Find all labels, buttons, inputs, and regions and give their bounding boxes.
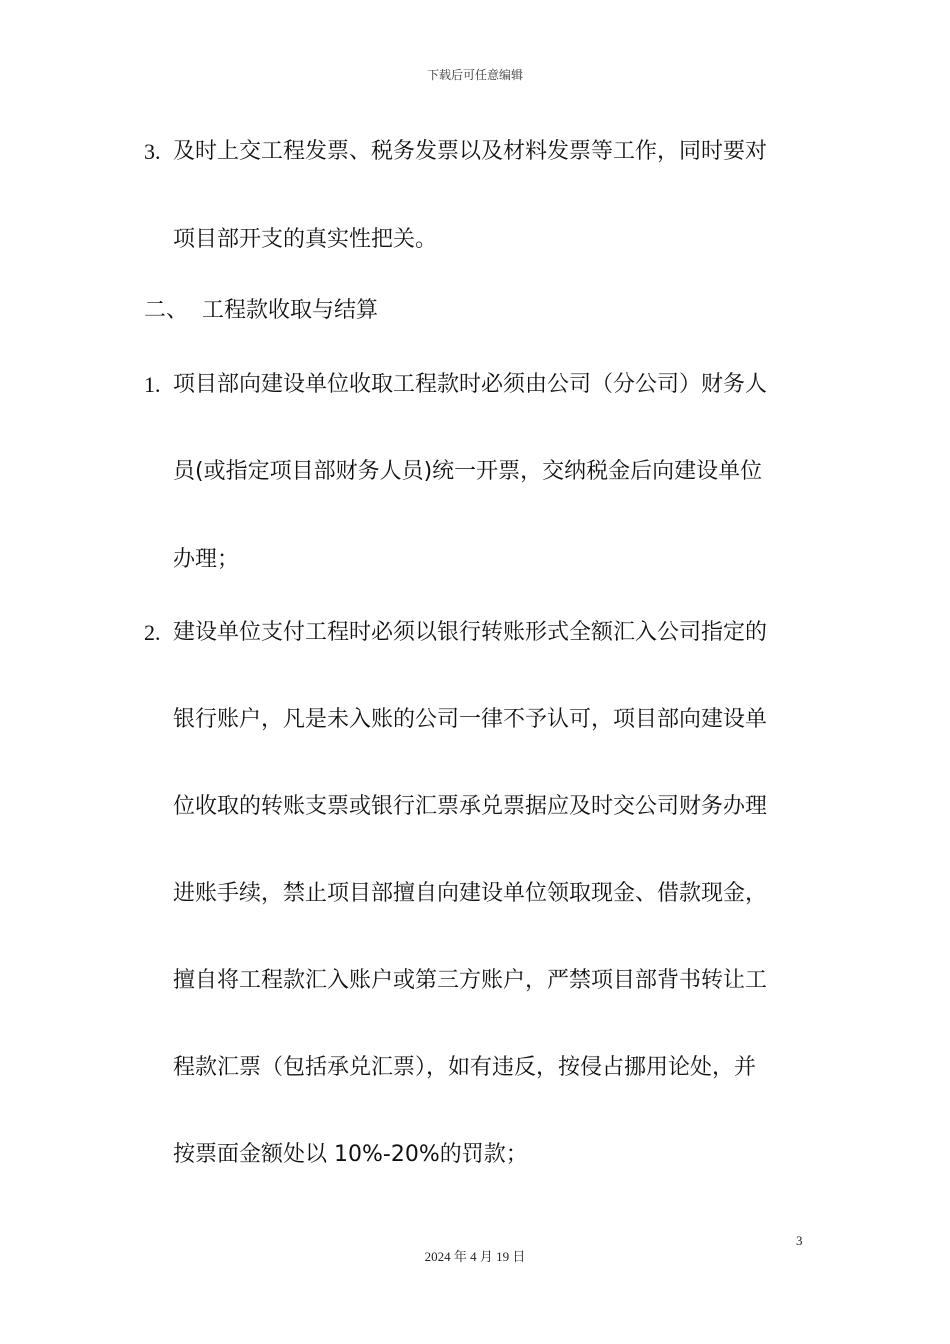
header-note: 下载后可任意编辑 xyxy=(426,68,523,82)
list-number: 2. xyxy=(144,620,161,645)
section-number: 二、 xyxy=(144,298,189,323)
paragraph-line: 建设单位支付工程时必须以银行转账形式全额汇入公司指定的 xyxy=(173,620,768,645)
paragraph-line: 银行账户，凡是未入账的公司一律不予认可，项目部向建设单 xyxy=(173,707,768,732)
list-number: 3. xyxy=(144,139,161,164)
page-number: 3 xyxy=(796,1233,803,1248)
paragraph-line: 项目部开支的真实性把关。 xyxy=(173,227,438,252)
paragraph-line: 员(或指定项目部财务人员)统一开票，交纳税金后向建设单位 xyxy=(173,459,763,484)
list-number: 1. xyxy=(144,372,161,397)
paragraph-line: 程款汇票（包括承兑汇票），如有违反，按侵占挪用论处，并 xyxy=(173,1055,757,1080)
paragraph-line: 办理； xyxy=(173,547,240,572)
paragraph-line: 项目部向建设单位收取工程款时必须由公司（分公司）财务人 xyxy=(173,372,768,397)
paragraph-line: 按票面金额处以 10%-20%的罚款； xyxy=(173,1142,528,1167)
paragraph-line: 擅自将工程款汇入账户或第三方账户，严禁项目部背书转让工 xyxy=(173,968,768,993)
paragraph-line: 及时上交工程发票、税务发票以及材料发票等工作，同时要对 xyxy=(173,139,768,164)
paragraph-line: 位收取的转账支票或银行汇票承兑票据应及时交公司财务办理 xyxy=(173,794,768,819)
paragraph-line: 进账手续，禁止项目部擅自向建设单位领取现金、借款现金， xyxy=(173,881,768,906)
footer-date: 2024 年 4 月 19 日 xyxy=(424,1249,526,1264)
section-heading: 工程款收取与结算 xyxy=(202,298,379,323)
